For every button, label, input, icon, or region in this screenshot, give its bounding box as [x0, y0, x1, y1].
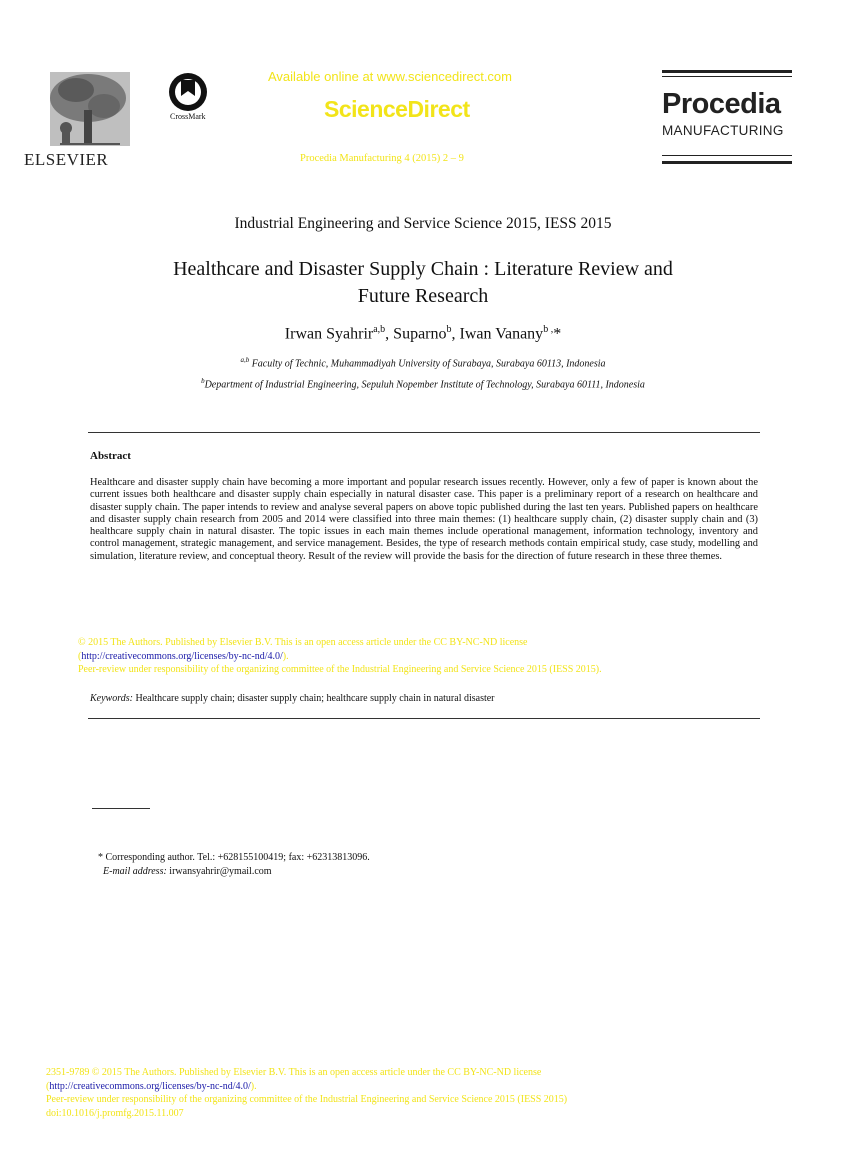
- paper-title: [100, 256, 746, 310]
- title-line-1: Healthcare and Disaster Supply Chain : Literature Review and: [173, 258, 673, 280]
- footer-peer-review: Peer-review under responsibility of the organizing committee of the Industrial Engineering and Service Science 2015 (IESS 2015): [46, 1094, 568, 1105]
- keywords: [90, 693, 495, 704]
- procedia-journal-logo: [662, 70, 792, 164]
- license-line: © 2015 The Authors. Published by Elsevier B.V. This is an open access article under the CC BY-NC-ND license: [78, 637, 528, 648]
- divider: [88, 718, 760, 719]
- crossmark-icon[interactable]: [168, 72, 216, 114]
- abstract-heading: Abstract: [90, 450, 131, 462]
- footnote: [98, 851, 370, 878]
- author-name: Suparno: [393, 325, 447, 343]
- author-separator: ,: [385, 325, 394, 343]
- email-label: E-mail address:: [103, 865, 167, 877]
- affiliation-mark: b: [201, 377, 205, 385]
- footer-issn-line: 2351-9789 © 2015 The Authors. Published by Elsevier B.V. This is an open access article under the CC BY-NC-ND license: [46, 1067, 542, 1078]
- abstract-body: Healthcare and disaster supply chain have becoming a more important and popular research issues recently. However, only a few of paper is known about the current issues both healthcare and disaster supply chain especially in natural disaster case. This paper is a preliminary report of a research on healthcare and disaster supply chain. The paper intends to review and analyse several papers on above topic published during the last ten years. Published papers on healthcare and disaster supply chain research from 2005 and 2014 were classified into three main themes: (1) healthcare supply chain, (2) disaster supply chain and (3) healthcare supply chain in natural disaster. The topic issues in each main themes include operational management, information technology, inventory and control management, strategic management, and service management. Besides, the type of research methods contain empirical study, case study, modelling and simulation, literature review, and conceptual theory. Result of the review will provide the basis for the direction of future research in these three themes.: [90, 477, 758, 562]
- author-affiliation-mark: a,b: [373, 324, 386, 335]
- footer-license-link[interactable]: http://creativecommons.org/licenses/by-nc-nd/4.0/: [49, 1080, 251, 1092]
- sciencedirect-logo: ScienceDirect: [324, 96, 470, 122]
- footer-license: [46, 1066, 766, 1120]
- title-line-2: Future Research: [357, 285, 489, 307]
- keywords-text: Healthcare supply chain; disaster supply chain; healthcare supply chain in natural disaster: [132, 693, 495, 704]
- affiliation-text: Faculty of Technic, Muhammadiyah University of Surabaya, Surabaya 60113, Indonesia: [249, 358, 606, 370]
- journal-citation: Procedia Manufacturing 4 (2015) 2 – 9: [300, 153, 464, 164]
- license-link[interactable]: http://creativecommons.org/licenses/by-nc-nd/4.0/: [81, 650, 283, 662]
- license-paren: ).: [282, 650, 289, 662]
- peer-review-line: Peer-review under responsibility of the organizing committee of the Industrial Engineering and Service Science 2015 (IESS 2015).: [78, 664, 602, 675]
- license-paren: (: [78, 650, 82, 662]
- conference-name: Industrial Engineering and Service Science 2015, IESS 2015: [234, 215, 612, 232]
- author-name: Iwan Vanany: [459, 325, 544, 343]
- keywords-label: Keywords:: [90, 693, 133, 704]
- author-list: [0, 324, 846, 343]
- journal-name: Procedia: [662, 88, 781, 120]
- publisher-name: ELSEVIER: [24, 150, 109, 169]
- affiliation: [0, 377, 846, 390]
- author-affiliation-mark: b: [446, 324, 452, 335]
- available-online-text[interactable]: Available online at www.sciencedirect.com: [268, 69, 512, 84]
- footer-doi[interactable]: doi:10.1016/j.promfg.2015.11.007: [46, 1107, 184, 1119]
- crossmark-label: CrossMark: [170, 112, 206, 121]
- footnote-rule: [92, 808, 150, 809]
- author-name: Irwan Syahrir: [284, 325, 374, 343]
- email-address[interactable]: irwansyahrir@ymail.com: [166, 865, 272, 877]
- affiliation-text: Department of Industrial Engineering, Sepuluh Nopember Institute of Technology, Surabaya 60111, Indonesia: [204, 379, 645, 391]
- corresponding-mark: *: [553, 325, 562, 343]
- footer-paren: (: [46, 1080, 50, 1092]
- author-separator: ,: [451, 325, 460, 343]
- footer-paren: ).: [250, 1080, 257, 1092]
- license-notice: [78, 636, 778, 677]
- journal-subname: MANUFACTURING: [662, 123, 784, 138]
- divider: [88, 432, 760, 433]
- corresponding-author: * Corresponding author. Tel.: +628155100419; fax: +62313813096.: [98, 852, 370, 863]
- affiliation-mark: a,b: [240, 356, 250, 364]
- author-affiliation-mark: b ,: [543, 324, 554, 335]
- affiliation: [0, 356, 846, 369]
